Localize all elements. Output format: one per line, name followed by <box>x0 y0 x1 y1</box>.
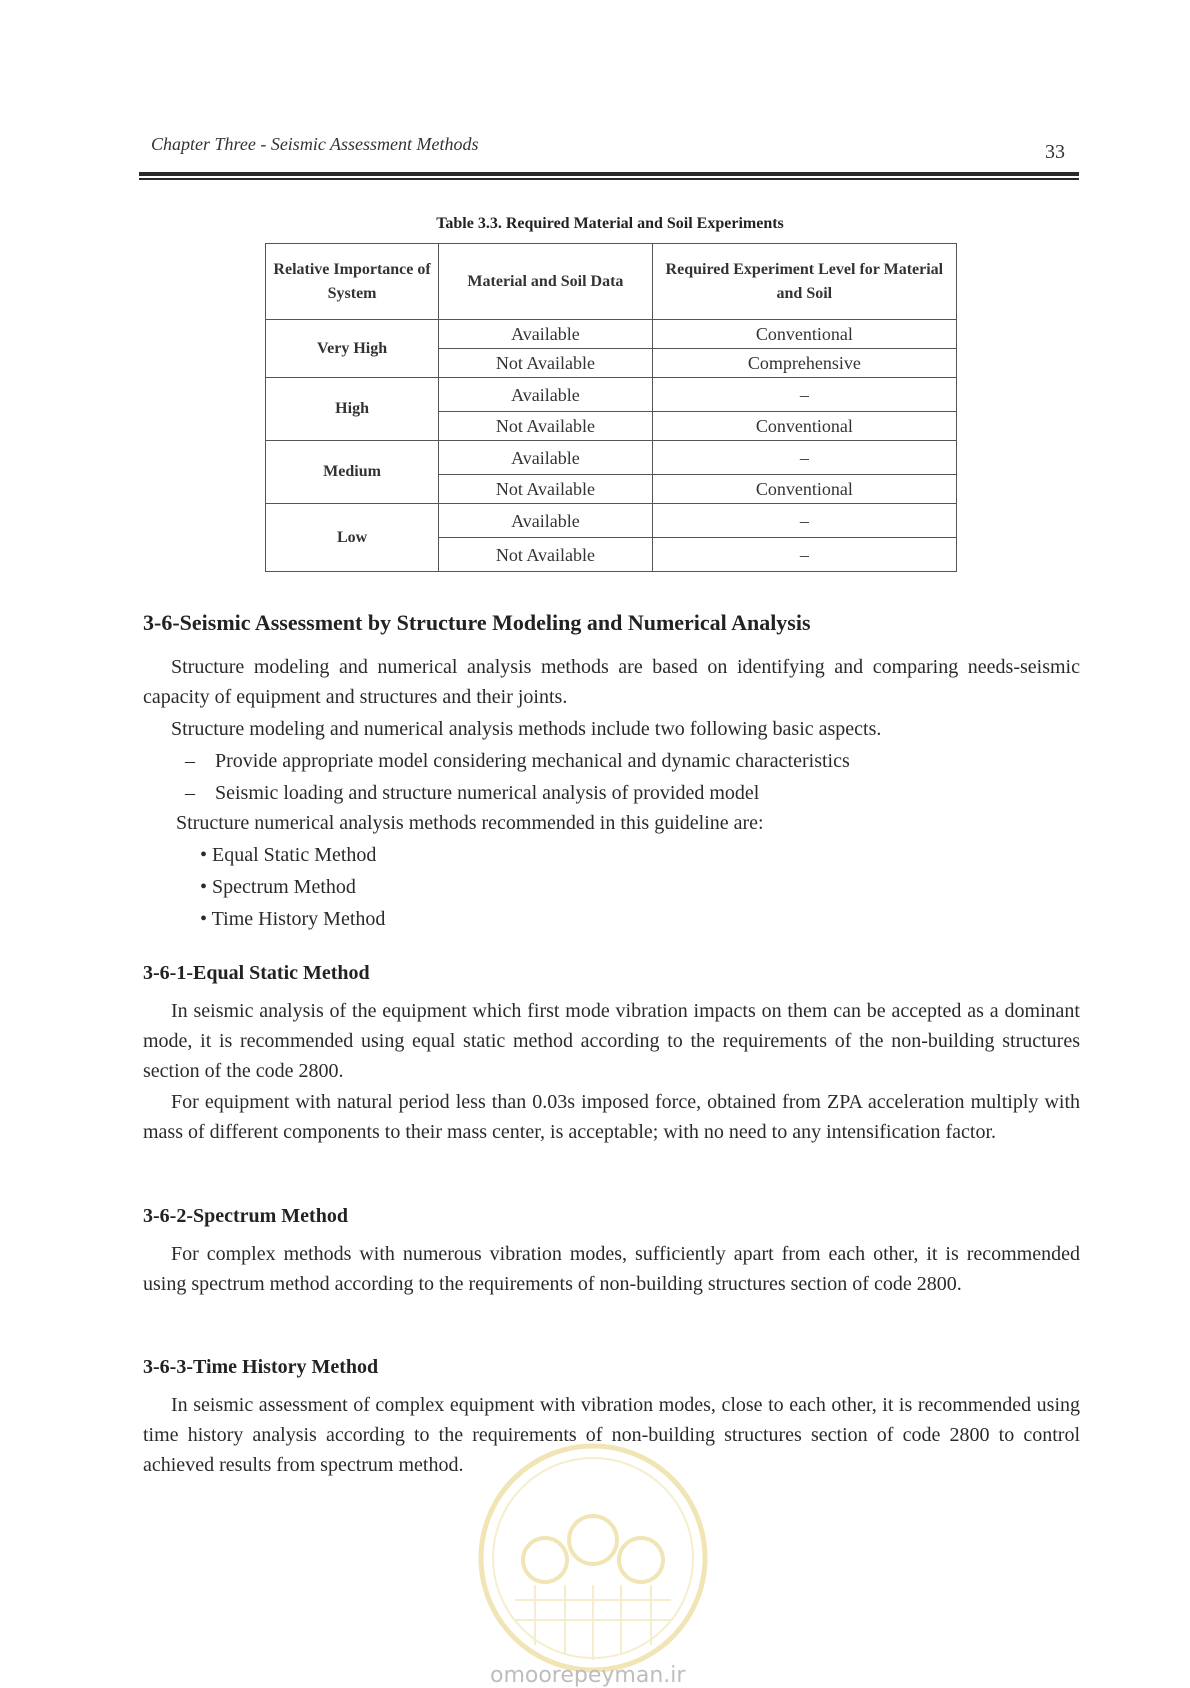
level-cell: Conventional <box>652 320 956 349</box>
subsection-paragraph: For equipment with natural period less than 0.03s imposed force, obtained from ZPA acceleration multiply with mass of different components to their mass center, is acceptable; with no need to any intensification factor. <box>143 1091 1080 1143</box>
list-item-text: Seismic loading and structure numerical analysis of provided model <box>215 782 760 804</box>
subsection-heading: 3-6-1-Equal Static Method <box>143 962 370 984</box>
data-cell: Not Available <box>439 412 653 441</box>
experiments-table <box>265 243 957 572</box>
table-row <box>266 320 957 349</box>
table-header-row <box>266 244 957 320</box>
dash-marker: – <box>185 782 195 804</box>
table-row <box>266 504 957 538</box>
header-rule-thin <box>139 178 1079 180</box>
importance-very-high: Very High <box>266 320 439 378</box>
data-cell: Available <box>439 441 653 475</box>
watermark-seal-icon <box>475 1440 711 1676</box>
data-cell: Not Available <box>439 475 653 504</box>
level-cell: – <box>652 441 956 475</box>
list-item <box>200 904 385 934</box>
list-item <box>185 778 759 808</box>
data-cell: Available <box>439 504 653 538</box>
subsection-heading: 3-6-3-Time History Method <box>143 1356 379 1378</box>
list-item-text: Equal Static Method <box>212 844 377 866</box>
bullet-marker: • <box>200 844 208 866</box>
level-cell: Conventional <box>652 412 956 441</box>
level-cell: Conventional <box>652 475 956 504</box>
data-cell: Available <box>439 378 653 412</box>
list-item <box>200 872 356 902</box>
importance-low: Low <box>266 504 439 572</box>
bullet-marker: • <box>200 876 208 898</box>
running-head: Chapter Three - Seismic Assessment Methods <box>151 134 479 154</box>
subsection-paragraph: In seismic analysis of the equipment which first mode vibration impacts on them can be accepted as a dominant mode, it is recommended using equal static method according to the requirements of the non-building structures section of the code 2800. <box>143 1000 1080 1082</box>
table-caption: Table 3.3. Required Material and Soil Experiments <box>436 215 784 232</box>
list-item <box>200 840 376 870</box>
header-importance: Relative Importance of System <box>266 244 439 320</box>
data-cell: Available <box>439 320 653 349</box>
section-heading: 3-6-Seismic Assessment by Structure Modeling and Numerical Analysis <box>143 610 811 635</box>
subsection-heading: 3-6-2-Spectrum Method <box>143 1205 348 1227</box>
section-paragraph: Structure modeling and numerical analysis methods include two following basic aspects. <box>171 718 882 740</box>
header-rule-thick <box>139 172 1079 176</box>
bullet-marker: • <box>200 908 208 930</box>
importance-medium: Medium <box>266 441 439 504</box>
list-item-text: Spectrum Method <box>212 876 356 898</box>
header-material-data: Material and Soil Data <box>439 244 653 320</box>
page-number: 33 <box>1045 141 1065 163</box>
importance-high: High <box>266 378 439 441</box>
table-row <box>266 378 957 412</box>
level-cell: – <box>652 378 956 412</box>
header-experiment-level: Required Experiment Level for Material and Soil <box>652 244 956 320</box>
data-cell: Not Available <box>439 538 653 572</box>
table-row <box>266 441 957 475</box>
level-cell: – <box>652 538 956 572</box>
section-paragraph: Structure modeling and numerical analysis methods are based on identifying and comparing needs-seismic capacity of equipment and structures and their joints. <box>143 656 1080 708</box>
list-item-text: Provide appropriate model considering mechanical and dynamic characteristics <box>215 750 850 772</box>
level-cell: – <box>652 504 956 538</box>
subsection-paragraph: For complex methods with numerous vibration modes, sufficiently apart from each other, it is recommended using spectrum method according to the requirements of non-building structures section of code 2800. <box>143 1243 1080 1295</box>
subsection-paragraph: In seismic assessment of complex equipment with vibration modes, close to each other, it is recommended using time history analysis according to the requirements of non-building structures section of code 2800 to control achieved results from spectrum method. <box>143 1394 1080 1476</box>
watermark-site: omoorepeyman.ir <box>490 1663 686 1688</box>
level-cell: Comprehensive <box>652 349 956 378</box>
list-item-text: Time History Method <box>211 908 386 930</box>
data-cell: Not Available <box>439 349 653 378</box>
dash-marker: – <box>185 750 195 772</box>
list-item <box>185 746 850 776</box>
section-paragraph: Structure numerical analysis methods recommended in this guideline are: <box>176 812 764 834</box>
